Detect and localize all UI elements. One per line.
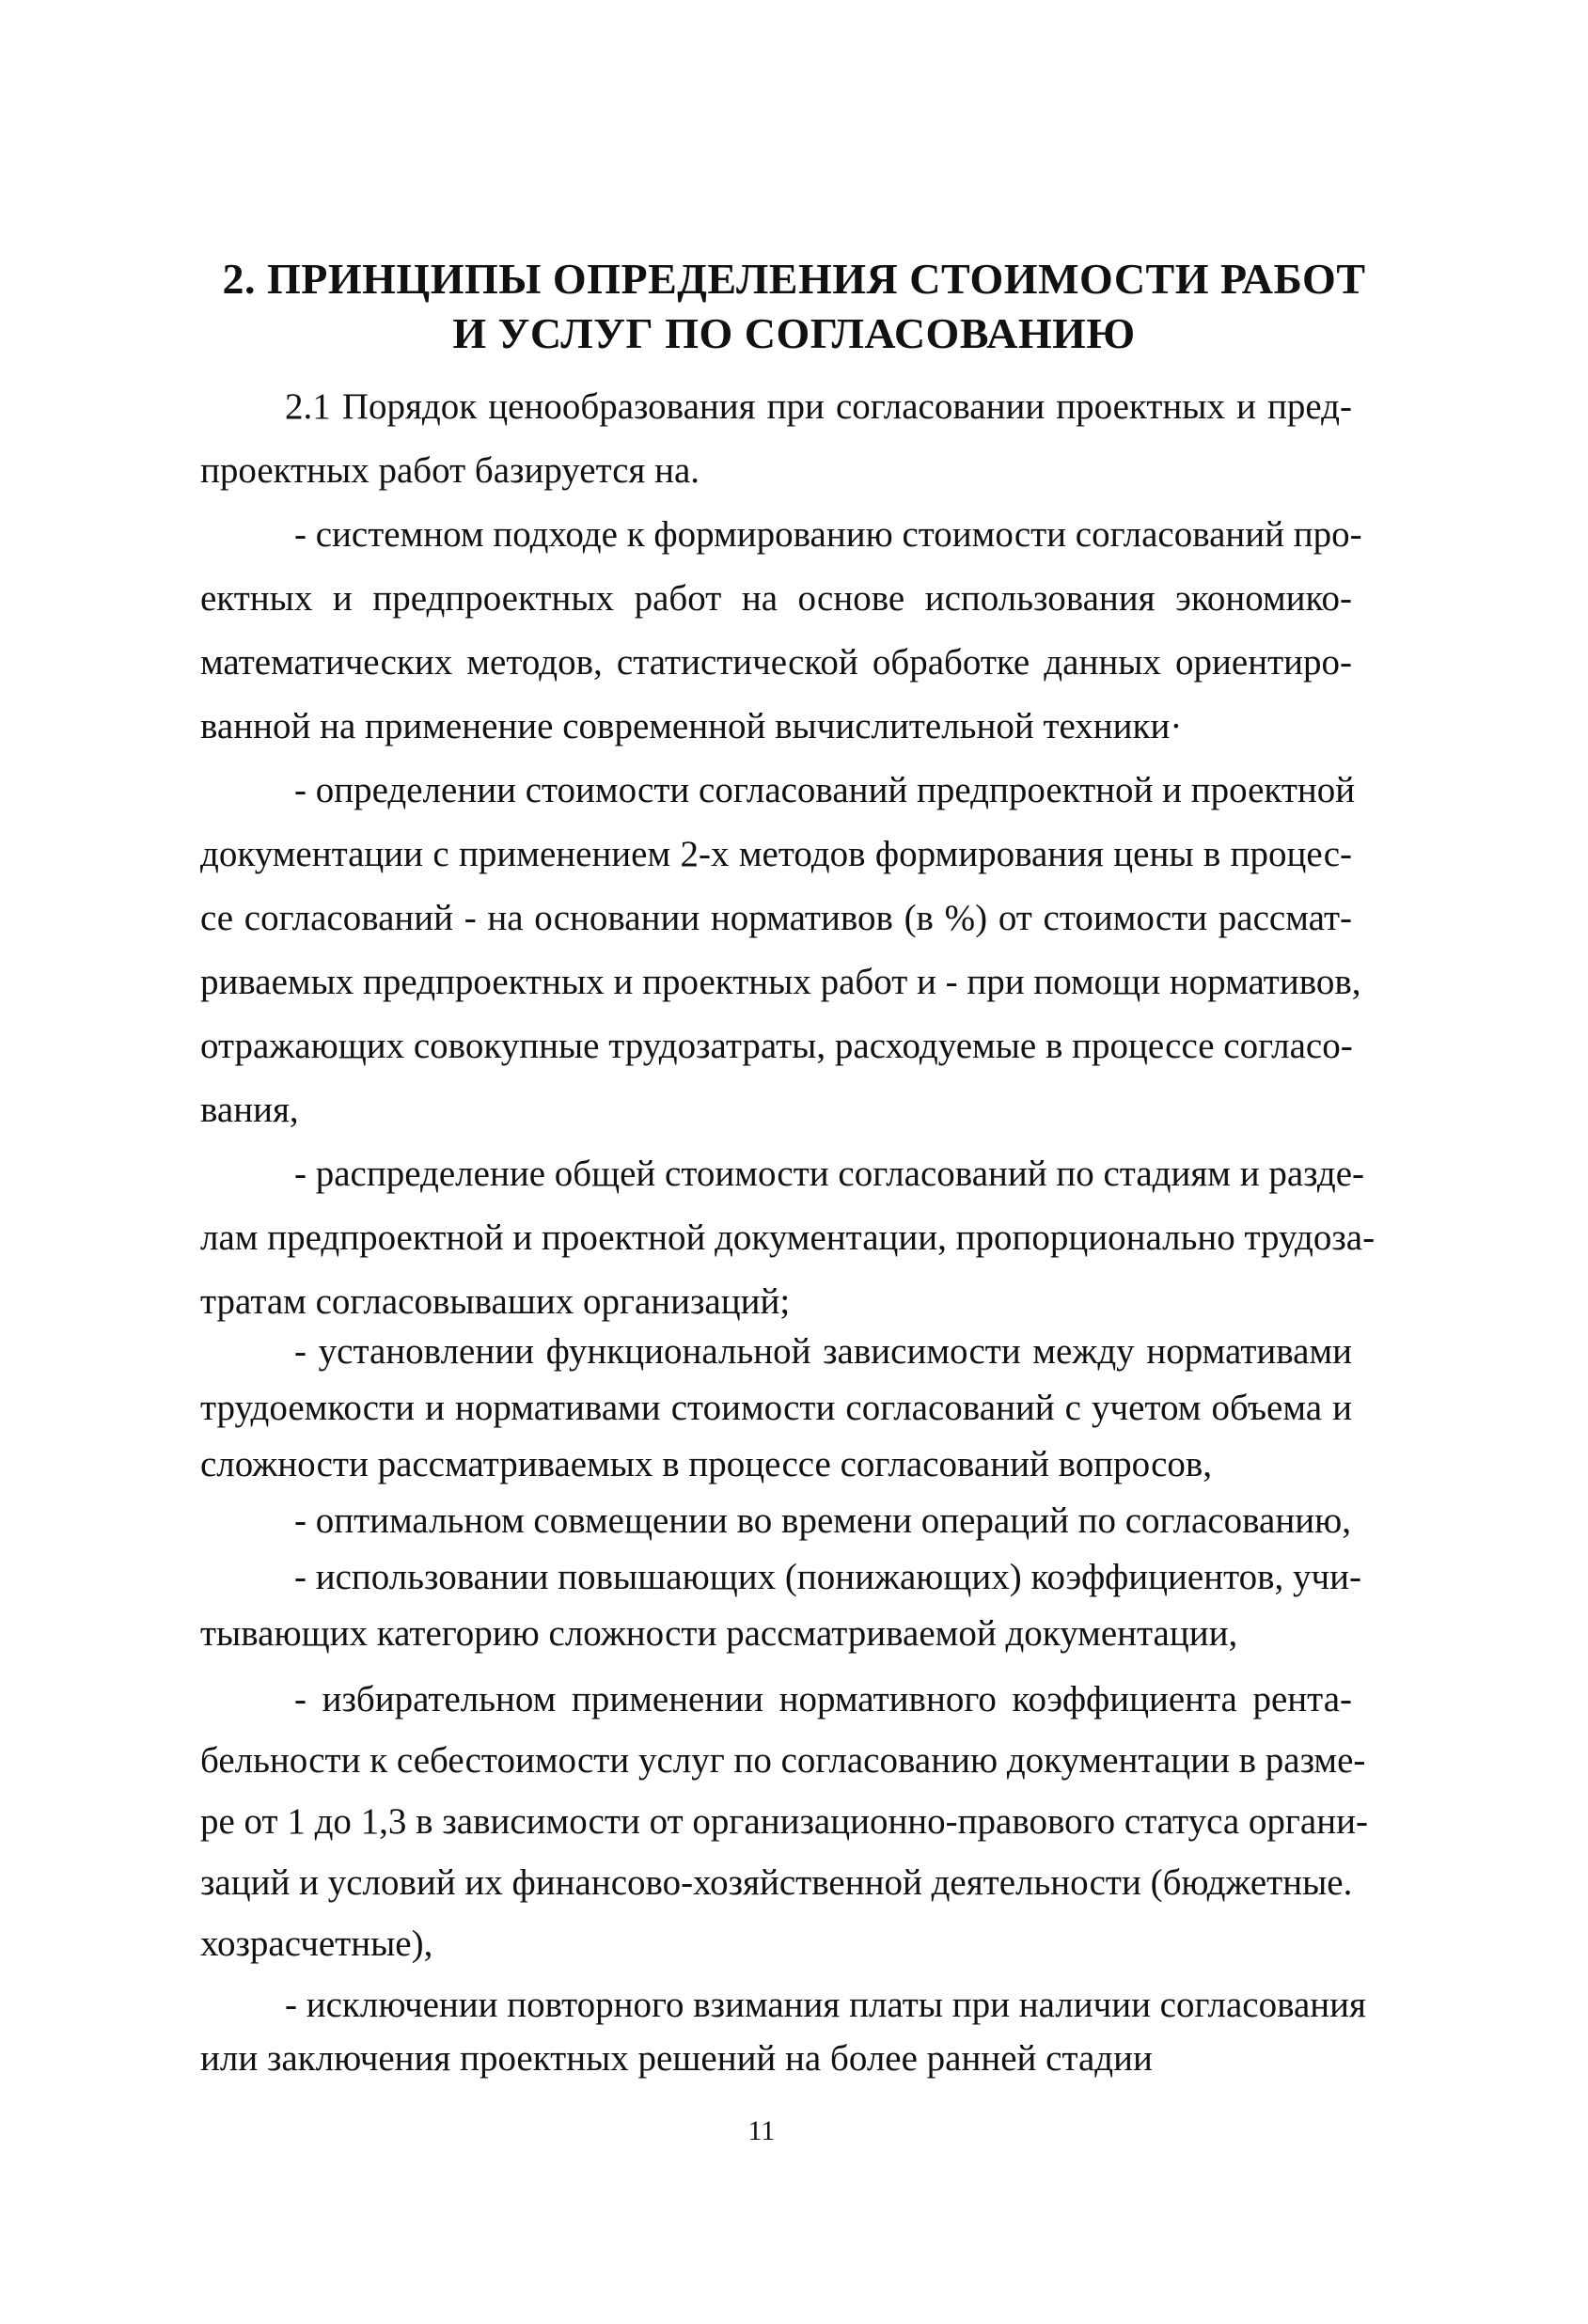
paragraph-line: тратам согласовываших организаций; — [200, 1281, 791, 1322]
paragraph-line: 2.1 Порядок ценообразования при согласовании проектных и пред- — [285, 386, 1352, 427]
paragraph-line: вания, — [200, 1090, 299, 1130]
heading-line-2: И УСЛУГ ПО СОГЛАСОВАНИЮ — [452, 309, 1136, 357]
paragraph-line: отражающих совокупные трудозатраты, расходуемые в процессе согласо- — [200, 1026, 1353, 1066]
paragraph-line: бельности к себестоимости услуг по согласованию документации в разме- — [200, 1740, 1366, 1781]
paragraph-line: документации с применением 2-х методов формирования цены в процес- — [200, 834, 1352, 874]
paragraph-line: хозрасчетные), — [200, 1924, 433, 1964]
paragraph-line: или заключения проектных решений на более ранней стадии — [200, 2038, 1153, 2079]
paragraph-line: - исключении повторного взимания платы при наличии согласования — [285, 1985, 1366, 2025]
paragraph-line: риваемых предпроектных и проектных работ и - при помощи нормативов, — [200, 962, 1361, 1002]
paragraph-line: ре от 1 до 1,3 в зависимости от организационно-правового статуса органи- — [200, 1801, 1368, 1842]
paragraph-line: се согласований - на основании нормативов (в %) от стоимости рассмат- — [200, 898, 1352, 938]
page-number: 11 — [747, 2115, 776, 2146]
paragraph-line: - оптимальном совмещении во времени операций по согласованию, — [294, 1500, 1351, 1541]
paragraph-line: - системном подходе к формированию стоимости согласований про- — [294, 514, 1362, 555]
paragraph-line: - избирательном применении нормативного коэффициента рента- — [294, 1679, 1352, 1719]
section-heading — [0, 252, 1588, 361]
paragraph-line: - установлении функциональной зависимости между нормативами — [294, 1331, 1352, 1372]
paragraph-line: сложности рассматриваемых в процессе согласований вопросов, — [200, 1444, 1213, 1484]
paragraph-line: ектных и предпроектных работ на основе использования экономико- — [200, 578, 1352, 619]
paragraph-line: заций и условий их финансово-хозяйственной деятельности (бюджетные. — [200, 1862, 1353, 1903]
paragraph-line: - определении стоимости согласований предпроектной и проектной — [294, 770, 1356, 810]
paragraph-line: математических методов, статистической обработке данных ориентиро- — [200, 642, 1352, 683]
paragraph-line: тывающих категорию сложности рассматриваемой документации, — [200, 1613, 1238, 1654]
paragraph-line: - распределение общей стоимости согласований по стадиям и разде- — [294, 1154, 1364, 1194]
paragraph-line: проектных работ базируется на. — [200, 450, 700, 491]
paragraph-line: трудоемкости и нормативами стоимости согласований с учетом объема и — [200, 1388, 1352, 1428]
paragraph-line: лам предпроектной и проектной документации, пропорционально трудоза- — [200, 1217, 1376, 1258]
paragraph-line: ванной на применение современной вычислительной техники· — [200, 706, 1183, 746]
heading-line-1: 2. ПРИНЦИПЫ ОПРЕДЕЛЕНИЯ СТОИМОСТИ РАБОТ — [222, 255, 1366, 303]
paragraph-line: - использовании повышающих (понижающих) коэффициентов, учи- — [294, 1557, 1361, 1597]
